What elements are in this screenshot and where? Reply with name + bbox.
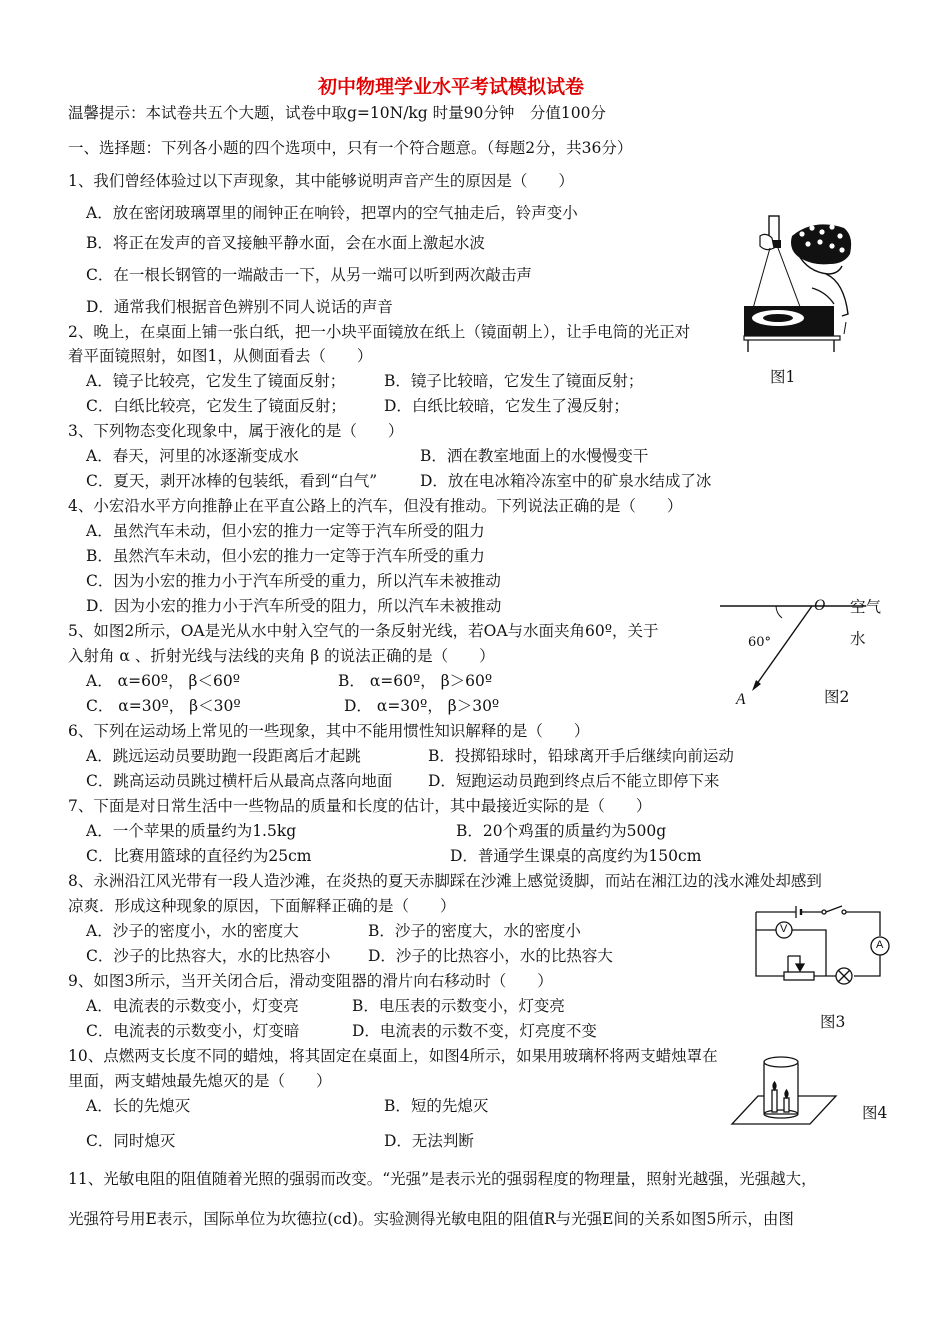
figure-2-label-o: O [814,597,826,614]
figure-3-ammeter-symbol: A [876,939,884,951]
q9-option-a: A．电流表的示数变小，灯变亮 [86,997,299,1015]
q11-stem-line2: 光强符号用E表示，国际单位为坎德拉(cd)。实验测得光敏电阻的阻值R与光强E间的关系如图5所示，由图 [68,1210,794,1228]
q5-option-b: B． α=60º， β＞60º [338,672,493,690]
q6-option-c: C．跳高运动员跳过横杆后从最高点落向地面 [86,772,393,790]
q10-option-d: D．无法判断 [384,1132,474,1150]
section-heading-choice: 一、选择题：下列各小题的四个选项中，只有一个符合题意。（每题2分，共36分） [68,139,633,157]
q2-stem-line2: 着平面镜照射，如图1，从侧面看去（ ） [68,347,373,365]
figure-2-label-air: 空气 [850,598,882,616]
figure-3-caption: 图3 [820,1013,846,1031]
figure-2-label-water: 水 [850,630,866,648]
figure-3-voltmeter-symbol: V [780,923,788,935]
figure-1-flashlight-mirror [742,214,852,352]
q7-option-c: C．比赛用篮球的直径约为25cm [86,847,312,865]
q8-option-a: A．沙子的密度小，水的密度大 [86,922,299,940]
q8-stem-line2: 凉爽．形成这种现象的原因，下面解释正确的是（ ） [68,897,456,915]
q2-option-b: B．镜子比较暗，它发生了镜面反射； [384,372,644,390]
q8-option-c: C．沙子的比热容大，水的比热容小 [86,947,331,965]
q3-option-c: C．夏天，剥开冰棒的包装纸，看到“白气” [86,472,378,490]
q7-option-d: D．普通学生课桌的高度约为150cm [450,847,702,865]
figure-1-caption: 图1 [770,368,796,386]
q2-option-d: D．白纸比较暗，它发生了漫反射； [384,397,629,415]
q3-option-d: D．放在电冰箱冷冻室中的矿泉水结成了冰 [420,472,712,490]
figure-2-label-angle: 60° [748,635,772,650]
q3-stem: 3、下列物态变化现象中，属于液化的是（ ） [68,422,404,440]
q1-option-c: C．在一根长钢管的一端敲击一下，从另一端可以听到两次敲击声 [86,266,532,284]
q4-option-c: C．因为小宏的推力小于汽车所受的重力，所以汽车未被推动 [86,572,501,590]
q4-stem: 4、小宏沿水平方向推静止在平直公路上的汽车，但没有推动。下列说法正确的是（ ） [68,497,683,515]
page-title: 初中物理学业水平考试模拟试卷 [318,76,585,98]
q8-option-d: D．沙子的比热容小，水的比热容大 [368,947,613,965]
figure-4-candles-glass [730,1052,840,1128]
q10-option-b: B．短的先熄灭 [384,1097,489,1115]
q4-option-a: A．虽然汽车未动，但小宏的推力一定等于汽车所受的阻力 [86,522,485,540]
q7-option-a: A．一个苹果的质量约为1.5kg [86,822,297,840]
q11-stem-line1: 11、光敏电阻的阻值随着光照的强弱而改变。“光强”是表示光的强弱程度的物理量，照射光越强，光强越大， [68,1170,817,1188]
q1-option-b: B．将正在发声的音叉接触平静水面，会在水面上激起水波 [86,234,485,252]
q5-option-d: D． α=30º， β＞30º [344,697,500,715]
q6-option-a: A．跳远运动员要助跑一段距离后才起跳 [86,747,361,765]
q3-option-a: A．春天，河里的冰逐渐变成水 [86,447,299,465]
q8-option-b: B．沙子的密度大，水的密度小 [368,922,581,940]
figure-2-label-a: A [736,691,746,708]
q7-stem: 7、下面是对日常生活中一些物品的质量和长度的估计，其中最接近实际的是（ ） [68,797,652,815]
figure-4-caption: 图4 [862,1104,888,1122]
q10-option-c: C．同时熄灭 [86,1132,176,1150]
q4-option-b: B．虽然汽车未动，但小宏的推力一定等于汽车所受的重力 [86,547,485,565]
q5-stem-line2: 入射角 α 、折射光线与法线的夹角 β 的说法正确的是（ ） [68,647,495,665]
exam-tip: 温馨提示：本试卷共五个大题，试卷中取g=10N/kg 时量90分钟 分值100分 [68,104,606,122]
q10-stem-line1: 10、点燃两支长度不同的蜡烛，将其固定在桌面上，如图4所示，如果用玻璃杯将两支蜡烛罩在 [68,1047,718,1065]
q2-stem-line1: 2、晚上，在桌面上铺一张白纸，把一小块平面镜放在纸上（镜面朝上），让手电筒的光正对 [68,323,691,341]
q6-stem: 6、下列在运动场上常见的一些现象，其中不能用惯性知识解释的是（ ） [68,722,590,740]
q5-stem-line1: 5、如图2所示，OA是光从水中射入空气的一条反射光线，若OA与水面夹角60º，关于 [68,622,659,640]
q3-option-b: B．洒在教室地面上的水慢慢变干 [420,447,649,465]
q6-option-b: B．投掷铅球时，铅球离开手后继续向前运动 [428,747,734,765]
q6-option-d: D．短跑运动员跑到终点后不能立即停下来 [428,772,720,790]
q9-option-c: C．电流表的示数变小，灯变暗 [86,1022,300,1040]
q10-stem-line2: 里面，两支蜡烛最先熄灭的是（ ） [68,1072,332,1090]
q2-option-a: A．镜子比较亮，它发生了镜面反射； [86,372,346,390]
q4-option-d: D．因为小宏的推力小于汽车所受的阻力，所以汽车未被推动 [86,597,502,615]
q5-option-a: A． α=60º， β＜60º [86,672,240,690]
q2-option-c: C．白纸比较亮，它发生了镜面反射； [86,397,346,415]
q1-option-d: D．通常我们根据音色辨别不同人说话的声音 [86,298,393,316]
q9-option-d: D．电流表的示数不变，灯亮度不变 [352,1022,597,1040]
q9-stem: 9、如图3所示，当开关闭合后，滑动变阻器的滑片向右移动时（ ） [68,972,553,990]
q10-option-a: A．长的先熄灭 [86,1097,191,1115]
q7-option-b: B．20个鸡蛋的质量约为500g [456,822,667,840]
q8-stem-line1: 8、永洲沿江风光带有一段人造沙滩，在炎热的夏天赤脚踩在沙滩上感觉烫脚，而站在湘江边的浅水滩处却感到 [68,872,822,890]
q9-option-b: B．电压表的示数变小，灯变亮 [352,997,565,1015]
q1-option-a: A．放在密闭玻璃罩里的闹钟正在响铃，把罩内的空气抽走后，铃声变小 [86,204,578,222]
q1-stem: 1、我们曾经体验过以下声现象，其中能够说明声音产生的原因是（ ） [68,172,574,190]
q5-option-c: C． α=30º， β＜30º [86,697,241,715]
figure-2-caption: 图2 [824,688,850,706]
